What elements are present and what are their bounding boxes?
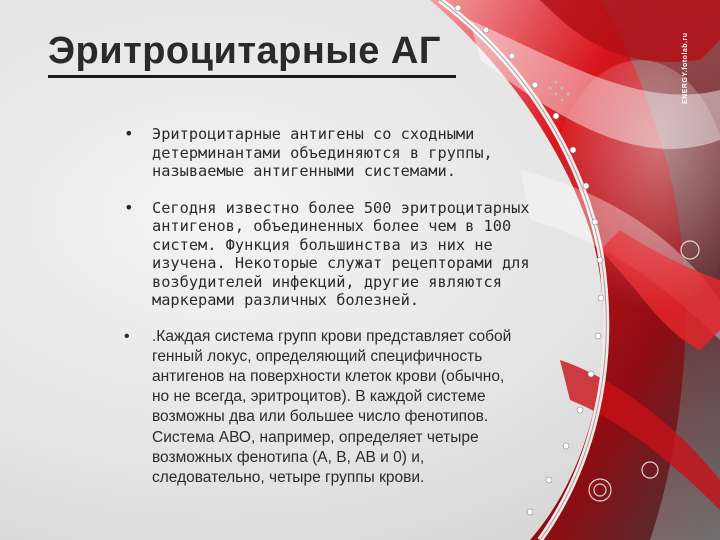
bullet-text-line: называемые антигенными системами. (152, 162, 456, 180)
bullet-text-line: генный локус, определяющий специфичность (152, 347, 483, 365)
bullet-text-line: но не всегда, эритроцитов). В каждой системе (152, 388, 486, 406)
bullet-text-line: .Каждая система групп крови представляет собой (152, 327, 512, 345)
bullet-marker: • (124, 327, 130, 345)
bullet-text-line: систем. Функция большинства из них не (152, 235, 493, 254)
bullet-item-2 (124, 199, 594, 310)
bullet-marker: • (124, 124, 134, 143)
bullet-marker: • (124, 197, 134, 217)
bullet-text-line: Система АВО, например, определяет четыре (152, 428, 479, 446)
bullet-text-line: антигенов, объединенных более чем в 100 (152, 217, 512, 235)
bullet-text-line: детерминантами объединяются в группы, (152, 143, 493, 162)
bullet-text-line: антигенов на поверхности клеток крови (обычно, (152, 367, 505, 385)
bullet-text-line: изучена. Некоторые служат рецепторами для (152, 254, 530, 272)
bullet-item-1 (124, 125, 594, 181)
slide-title: Эритроцитарные АГ (48, 30, 441, 72)
brand-watermark: ENERGY.fotolab.ru (682, 32, 689, 104)
bullet-text-line: следовательно, четыре группы крови. (152, 468, 425, 486)
bullet-text-line: возбудителей инфекций, другие являются (152, 272, 502, 291)
bullet-text-line: Сегодня известно более 500 эритроцитарных (152, 198, 530, 217)
bullet-text-line: Эритроцитарные антигены со сходными (152, 125, 475, 143)
bullet-item-3 (124, 327, 592, 489)
bullet-text-line: возможных фенотипа (А, В, АВ и 0) и, (152, 448, 425, 466)
bullet-text-line: возможны два или большее число фенотипов. (152, 408, 489, 426)
bullet-list (124, 125, 594, 488)
bullet-text-line: маркерами различных болезней. (152, 291, 420, 309)
title-underline (48, 75, 456, 78)
